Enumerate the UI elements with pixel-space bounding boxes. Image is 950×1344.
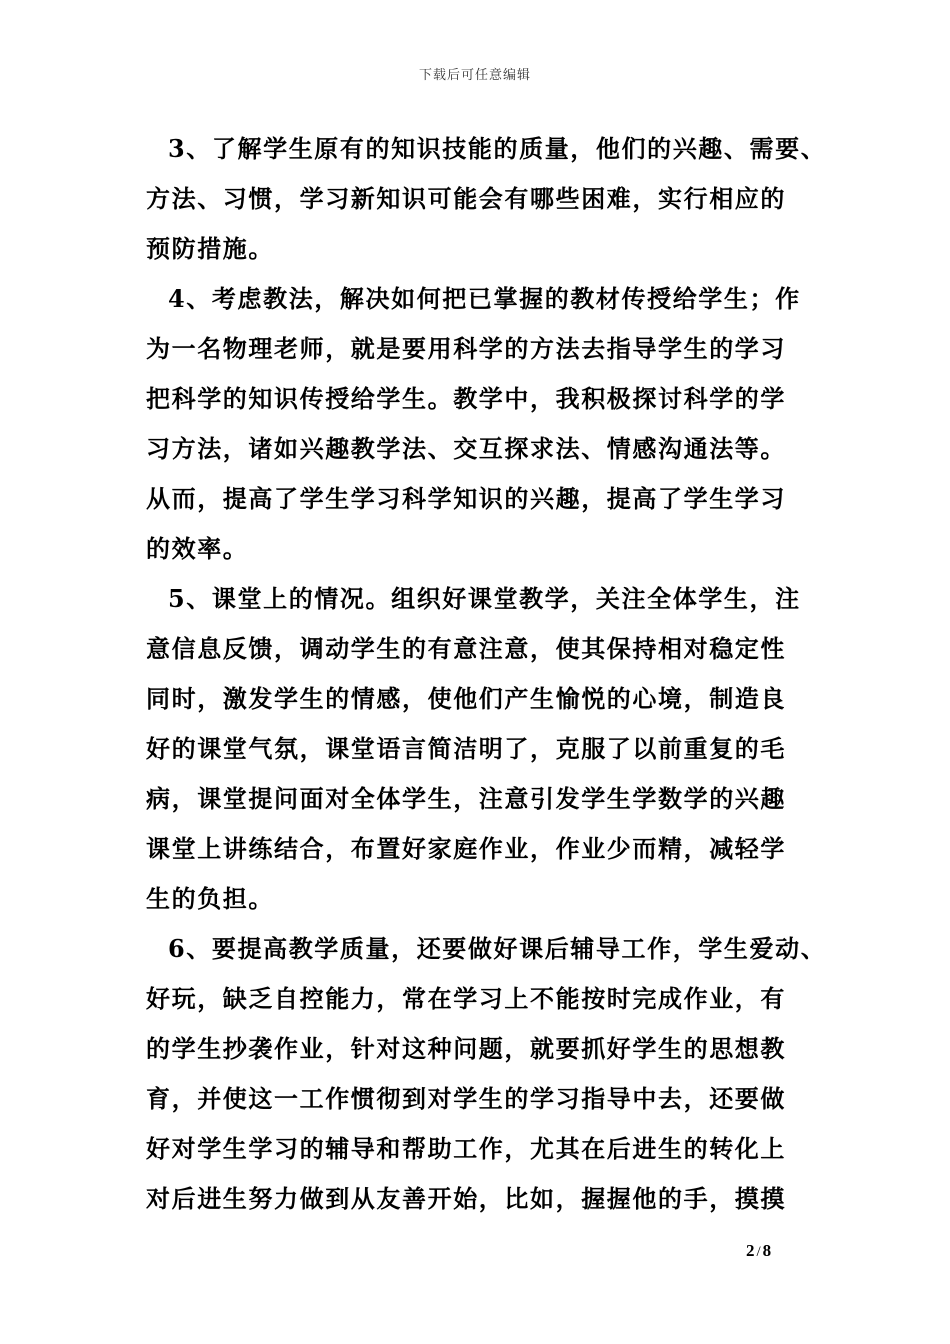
page-separator: / [756,1244,761,1260]
text-line: 的学生抄袭作业，针对这种问题，就要抓好学生的思想教 [146,1034,786,1063]
text-line: 把科学的知识传授给学生。教学中，我积极探讨科学的学 [146,384,786,413]
total-pages: 8 [762,1241,772,1260]
current-page: 2 [746,1241,755,1260]
text-line: 3、了解学生原有的知识技能的质量，他们的兴趣、需要、 [168,134,827,163]
text-line: 同时，激发学生的情感，使他们产生愉悦的心境，制造良 [146,684,786,713]
text-line: 意信息反馈，调动学生的有意注意，使其保持相对稳定性 [146,634,786,663]
text-line: 4、考虑教法，解决如何把已掌握的教材传授给学生；作 [168,284,801,313]
text-line: 好的课堂气氛，课堂语言简洁明了，克服了以前重复的毛 [146,734,786,763]
text-line: 课堂上讲练结合，布置好家庭作业，作业少而精，减轻学 [146,834,786,863]
text-line: 好玩，缺乏自控能力，常在学习上不能按时完成作业，有 [146,984,786,1013]
text-line: 从而，提高了学生学习科学知识的兴趣，提高了学生学习 [146,484,786,513]
document-body [146,124,826,1224]
text-line: 为一名物理老师，就是要用科学的方法去指导学生的学习 [146,334,786,363]
text-line: 的效率。 [146,534,249,563]
page-number [746,1241,771,1261]
text-line: 生的负担。 [146,884,274,913]
text-line: 6、要提高教学质量，还要做好课后辅导工作，学生爱动、 [168,934,827,963]
text-line: 习方法，诸如兴趣教学法、交互探求法、情感沟通法等。 [146,434,786,463]
text-line: 育，并使这一工作惯彻到对学生的学习指导中去，还要做 [146,1084,786,1113]
text-line: 预防措施。 [146,234,274,263]
text-line: 5、课堂上的情况。组织好课堂教学，关注全体学生，注 [168,584,801,613]
text-line: 好对学生学习的辅导和帮助工作，尤其在后进生的转化上 [146,1134,786,1163]
text-line: 方法、习惯，学习新知识可能会有哪些困难，实行相应的 [146,184,786,213]
text-line: 对后进生努力做到从友善开始，比如，握握他的手，摸摸 [146,1184,786,1213]
page-header: 下载后可任意编辑 [418,68,531,83]
text-line: 病，课堂提问面对全体学生，注意引发学生学数学的兴趣 [146,784,786,813]
